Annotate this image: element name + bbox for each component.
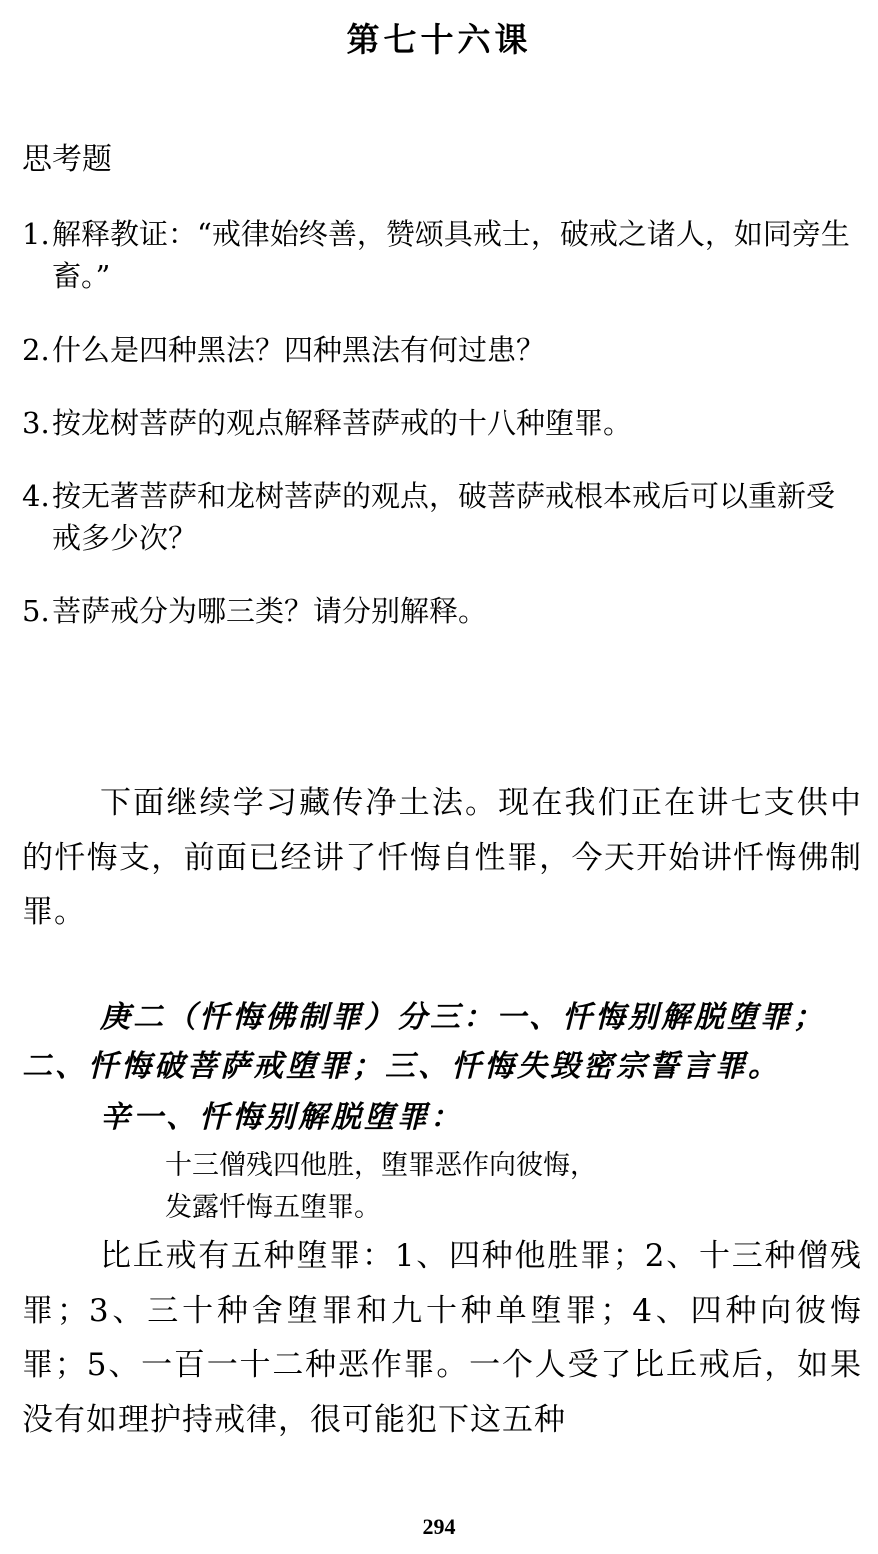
section-heading: 庚二（忏悔佛制罪）分三：一、忏悔别解脱堕罪；二、忏悔破菩萨戒堕罪；三、忏悔失毁密宗誓言罪。 [22,1000,826,1084]
question-text: 按龙树菩萨的观点解释菩萨戒的十八种堕罪。 [52,406,633,440]
intro-paragraph: 下面继续学习藏传净土法。现在我们正在讲七支供中的忏悔支，前面已经讲了忏悔自性罪，今天开始讲忏悔佛制罪。 [22,785,862,930]
verse-line: 十三僧残四他胜，堕罪恶作向彼悔， [165,1150,597,1181]
question-number: 4. [22,479,50,513]
question-item [22,590,862,632]
question-item [22,213,862,297]
question-number: 2. [22,333,50,367]
page-title: 第七十六课 [346,20,532,59]
question-item [22,402,862,444]
subsection-heading: 辛一、忏悔别解脱堕罪： [100,1100,463,1135]
question-text: 按无著菩萨和龙树菩萨的观点，破菩萨戒根本戒后可以重新受戒多少次？ [52,479,836,555]
question-number: 1. [22,217,50,251]
question-number: 5. [22,594,50,628]
question-text: 菩萨戒分为哪三类？请分别解释。 [52,594,488,628]
question-text: 什么是四种黑法？四种黑法有何过患？ [52,333,546,367]
question-text: 解释教证：“戒律始终善，赞颂具戒士，破戒之诸人，如同旁生畜。” [52,217,850,293]
page-number: 294 [422,1514,456,1539]
section-label: 思考题 [22,142,112,177]
verse-line: 发露忏悔五堕罪。 [165,1192,381,1223]
question-number: 3. [22,406,50,440]
body-paragraph: 比丘戒有五种堕罪：1、四种他胜罪；2、十三种僧残罪；3、三十种舍堕罪和九十种单堕罪；4、四种向彼悔罪；5、一百一十二种恶作罪。一个人受了比丘戒后，如果没有如理护持戒律，很可能犯下这五种 [22,1238,862,1438]
question-item [22,329,862,371]
question-item [22,475,862,559]
